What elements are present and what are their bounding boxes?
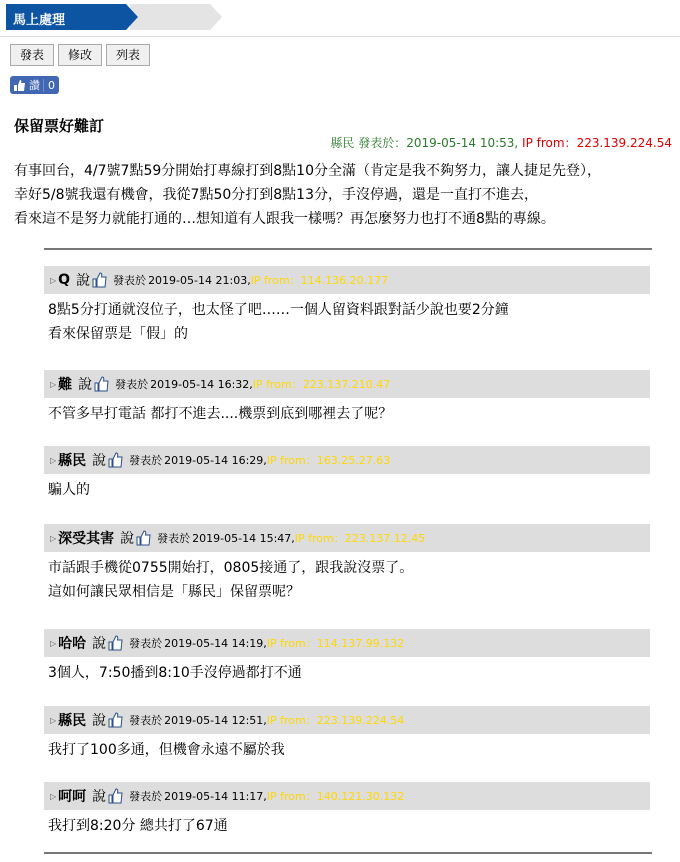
post-author: 縣民: [330, 136, 355, 150]
comment-posted-label: 發表於: [129, 454, 163, 467]
comment: [44, 446, 650, 502]
comment-posted-label: 發表於: [129, 790, 163, 803]
comment-ip: IP from：140.121.30.132: [266, 790, 405, 803]
comment-date: 2019-05-14 11:17: [164, 789, 264, 803]
bullet-icon: ▷: [50, 379, 57, 389]
breadcrumb-trail: [130, 4, 210, 30]
breadcrumb: [0, 0, 680, 34]
bullet-icon: ▷: [50, 791, 57, 801]
comment-body: [44, 734, 650, 762]
comments-bottom-divider: [44, 852, 652, 854]
comment-ip: IP from：114.137.99.132: [266, 637, 405, 650]
post-title: 保留票好難訂: [14, 117, 105, 135]
comment-body: [44, 810, 650, 838]
action-tabs: [10, 44, 150, 66]
like-icon[interactable]: [92, 272, 108, 288]
comment-author: 縣民: [58, 453, 87, 469]
comment-comma: ,: [247, 273, 251, 287]
comment-say: 說: [92, 713, 107, 729]
bullet-icon: ▷: [50, 455, 57, 465]
list-button[interactable]: 列表: [106, 44, 150, 66]
comment-line: 這如何讓民眾相信是「縣民」保留票呢？: [48, 584, 300, 600]
comment-ip: IP from：223.139.224.54: [266, 714, 405, 727]
comment-posted-label: 發表於: [129, 714, 163, 727]
like-icon[interactable]: [108, 452, 124, 468]
comment-line: 我打到8:20分 總共打了67通: [48, 818, 228, 834]
comment-header: [44, 524, 650, 552]
comment-date: 2019-05-14 15:47: [192, 531, 292, 545]
comment-header: [44, 706, 650, 734]
comment-line: 我打了100多通，但機會永遠不屬於我: [48, 742, 285, 758]
comment-date: 2019-05-14 12:51: [164, 713, 264, 727]
comment-line: 3個人，7:50播到8:10手沒停過都打不通: [48, 665, 302, 681]
post-body: [14, 159, 674, 231]
post-line: 幸好5/8號我還有機會，我從7點50分打到8點13分，手沒停過，還是一直打不進去，: [14, 187, 538, 203]
breadcrumb-trail-arrow: [210, 4, 222, 30]
comment-say: 說: [120, 531, 135, 547]
comment-ip: IP from：163.25.27.63: [266, 454, 391, 467]
comment: [44, 782, 650, 838]
comment-say: 說: [92, 789, 107, 805]
comment-line: 不管多早打電話 都打不進去....機票到底到哪裡去了呢？: [48, 406, 393, 422]
comment-comma: ,: [263, 636, 267, 650]
comment-ip: IP from：223.137.12.45: [294, 532, 426, 545]
comment-author: 呵呵: [58, 789, 87, 805]
bullet-icon: ▷: [50, 715, 57, 725]
comment: [44, 266, 650, 346]
comment-date: 2019-05-14 21:03: [148, 273, 248, 287]
comment-header: [44, 629, 650, 657]
comment-say: 說: [92, 453, 107, 469]
post-meta: 縣民 發表於：2019-05-14 10:53, IP from：223.139.224.54: [330, 136, 672, 150]
comment-say: 說: [78, 377, 93, 393]
comment-author: 哈哈: [58, 636, 87, 652]
comment-comma: ,: [263, 713, 267, 727]
comment-ip: IP from：223.137.210.47: [252, 378, 391, 391]
comment-header: [44, 782, 650, 810]
comment-body: [44, 657, 650, 685]
breadcrumb-label[interactable]: 馬上處理: [13, 13, 66, 28]
like-button[interactable]: [10, 76, 59, 94]
like-icon[interactable]: [108, 788, 124, 804]
like-count: 0: [43, 79, 55, 92]
comment: [44, 706, 650, 762]
comment: [44, 370, 650, 426]
comment-body: [44, 294, 650, 346]
comment-comma: ,: [249, 377, 253, 391]
comment-comma: ,: [263, 789, 267, 803]
post-ip: IP from：223.139.224.54: [522, 136, 672, 150]
like-icon[interactable]: [108, 712, 124, 728]
like-label: 讚: [29, 79, 40, 92]
comment-body: [44, 474, 650, 502]
comment-say: 說: [76, 273, 91, 289]
post-posted-label: 發表於：: [358, 136, 407, 150]
comment-line: 市話跟手機從0755開始打，0805接通了，跟我說沒票了。: [48, 560, 414, 576]
bullet-icon: ▷: [50, 275, 57, 285]
comment-author: 深受其害: [58, 531, 115, 547]
comment-date: 2019-05-14 16:29: [164, 453, 264, 467]
comment-comma: ,: [263, 453, 267, 467]
like-icon[interactable]: [108, 635, 124, 651]
comment-posted-label: 發表於: [115, 378, 149, 391]
comments-top-divider: [44, 248, 652, 250]
post-line: 有事回台，4/7號7點59分開始打專線打到8點10分全滿（肯定是我不夠努力，讓人捷足先登），: [14, 163, 601, 179]
comment-line: 8點5分打通就沒位子，也太怪了吧……一個人留資料跟對話少說也要2分鐘: [48, 302, 509, 318]
thumbs-up-icon: [14, 80, 26, 91]
comment-ip: IP from：114.136.20.177: [250, 274, 389, 287]
comment-author: Q: [58, 272, 71, 288]
edit-button[interactable]: 修改: [58, 44, 102, 66]
comment: [44, 524, 650, 604]
comment-body: [44, 398, 650, 426]
comment-header: [44, 446, 650, 474]
post-date: 2019-05-14 10:53: [406, 136, 515, 150]
comment-say: 說: [92, 636, 107, 652]
bullet-icon: ▷: [50, 638, 57, 648]
comment-header: [44, 266, 650, 294]
comment-posted-label: 發表於: [113, 274, 147, 287]
comment-posted-label: 發表於: [129, 637, 163, 650]
comment-author: 縣民: [58, 713, 87, 729]
like-icon[interactable]: [94, 376, 110, 392]
comment-header: [44, 370, 650, 398]
like-icon[interactable]: [136, 530, 152, 546]
divider: [0, 36, 680, 37]
comment-line: 看來保留票是「假」的: [48, 326, 188, 342]
comment-posted-label: 發表於: [157, 532, 191, 545]
post-line: 看來這不是努力就能打通的…想知道有人跟我一樣嗎？再怎麼努力也打不通8點的專線。: [14, 211, 555, 227]
breadcrumb-arrow: [126, 4, 138, 30]
comment-date: 2019-05-14 14:19: [164, 636, 264, 650]
bullet-icon: ▷: [50, 533, 57, 543]
comment-author: 難: [58, 377, 73, 393]
comment-line: 騙人的: [48, 482, 90, 498]
comment: [44, 629, 650, 685]
comment-body: [44, 552, 650, 604]
post-button[interactable]: 發表: [10, 44, 54, 66]
comment-date: 2019-05-14 16:32: [150, 377, 250, 391]
comment-comma: ,: [291, 531, 295, 545]
